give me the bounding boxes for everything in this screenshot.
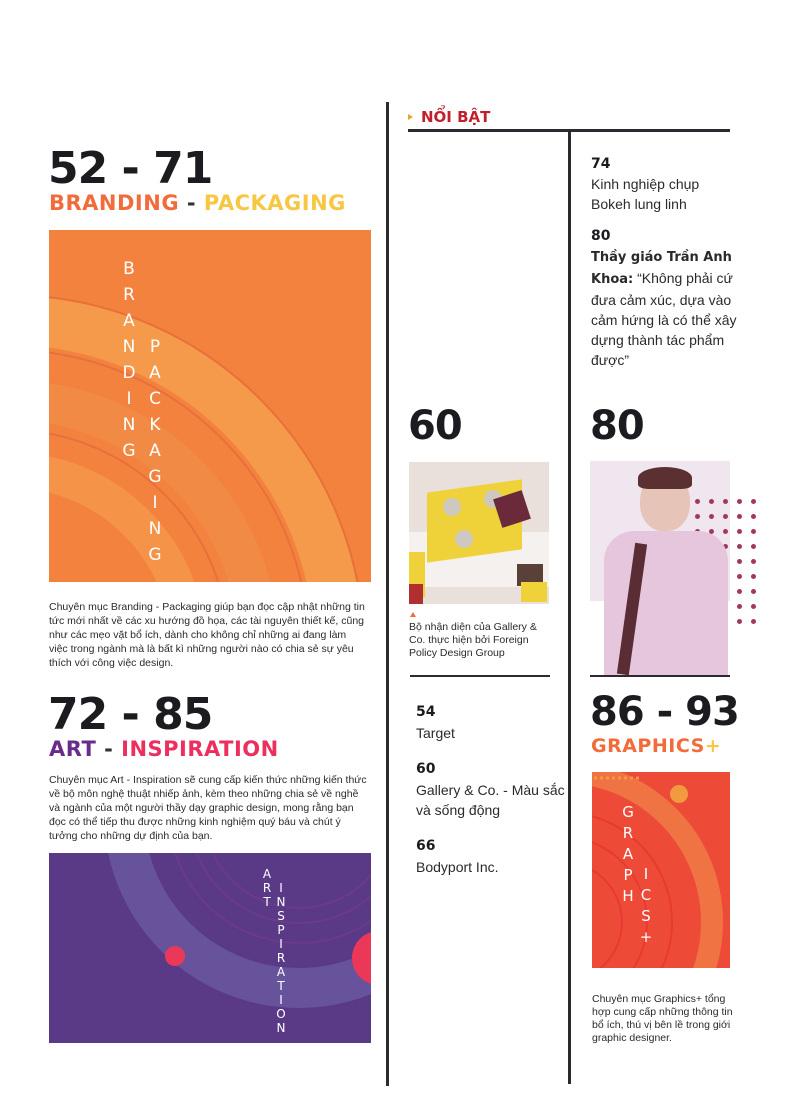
toc-item-bold-prefix: Thầy giáo Trần Anh Khoa: — [591, 250, 732, 287]
cover-letter: G — [148, 545, 162, 565]
dot — [737, 619, 742, 624]
feature-60-image — [409, 462, 549, 604]
art-pages: 72 - 85 — [48, 689, 213, 740]
cover-letter: R — [123, 285, 135, 305]
cover-letter: N — [276, 1021, 286, 1035]
toc-item-title: Gallery & Co. - Màu sắc và sống động — [416, 782, 565, 818]
dot — [751, 574, 756, 579]
toc-item[interactable] — [416, 838, 566, 877]
cover-letter: S — [641, 907, 651, 925]
cover-letter: G — [148, 467, 162, 487]
cover-letter: N — [276, 895, 286, 909]
cover-letter: B — [123, 259, 135, 279]
cover-letter: N — [148, 519, 162, 539]
feature-60-page: 60 — [408, 403, 462, 449]
graphics-title — [591, 735, 721, 757]
toc-item[interactable] — [591, 228, 741, 370]
cover-letter: P — [149, 337, 161, 357]
dot — [751, 619, 756, 624]
dot — [751, 499, 756, 504]
divider-mid-right — [590, 675, 730, 677]
cover-letter: I — [279, 993, 283, 1007]
toc-item-page: 54 — [416, 704, 436, 720]
cover-letter: I — [643, 865, 649, 883]
cover-letter: D — [122, 363, 136, 383]
feature-80-portrait — [590, 461, 730, 675]
toc-item-title: Target — [416, 725, 455, 741]
arc-decoration-icon — [49, 853, 371, 1043]
cover-letter: I — [152, 493, 158, 513]
toc-item[interactable] — [591, 156, 741, 214]
triangle-up-icon — [410, 612, 416, 617]
cover-letter: O — [276, 1007, 286, 1021]
toc-item-page: 60 — [416, 761, 436, 777]
cover-letter: P — [277, 923, 285, 937]
cover-text-packaging — [145, 334, 165, 568]
dot — [751, 589, 756, 594]
branding-title — [49, 191, 346, 215]
toc-right — [591, 156, 741, 370]
cover-letter: G — [122, 441, 136, 461]
cover-letter: R — [262, 881, 272, 895]
toc-item-title: Kinh nghiệp chụp Bokeh lung linh — [591, 176, 700, 212]
feature-80-page: 80 — [590, 403, 644, 449]
cover-letter: I — [126, 389, 132, 409]
cover-letter: K — [149, 415, 161, 435]
cover-letter: N — [122, 415, 136, 435]
feature-60-caption: Bộ nhận diện của Gallery & Co. thực hiện bởi Foreign Policy Design Group — [409, 621, 537, 659]
arc-decoration-icon — [592, 772, 730, 968]
cover-letter: T — [263, 895, 271, 909]
divider-mid-left — [410, 675, 550, 677]
toc-middle — [416, 704, 566, 895]
cover-text-graph — [618, 802, 638, 907]
toc-item[interactable] — [416, 704, 566, 743]
arrow-right-icon — [408, 114, 413, 120]
cover-letter: I — [279, 937, 283, 951]
cover-text-ics — [636, 864, 656, 948]
dot — [751, 529, 756, 534]
featured-label: NỔI BẬT — [421, 108, 491, 126]
cover-letter: P — [623, 866, 633, 884]
dot — [737, 499, 742, 504]
divider-vertical-right — [568, 130, 571, 1084]
cover-text-branding — [119, 256, 139, 464]
featured-header — [408, 108, 490, 126]
branding-pages: 52 - 71 — [48, 143, 213, 194]
art-title-part1: ART — [49, 737, 97, 761]
toc-item-title: Bodyport Inc. — [416, 859, 499, 875]
cover-letter: A — [262, 867, 272, 881]
cover-letter: A — [123, 311, 135, 331]
dot — [709, 499, 714, 504]
graphics-pages: 86 - 93 — [590, 689, 739, 735]
dot — [709, 514, 714, 519]
cover-letter: A — [622, 845, 634, 863]
dot — [751, 544, 756, 549]
toc-item[interactable] — [416, 761, 566, 820]
art-title — [49, 737, 279, 761]
art-title-part2: INSPIRATION — [121, 737, 279, 761]
dot — [695, 514, 700, 519]
title-separator: - — [96, 737, 122, 761]
dot — [737, 574, 742, 579]
dot — [737, 589, 742, 594]
cover-letter: R — [276, 951, 286, 965]
toc-item-page: 80 — [591, 228, 611, 244]
cover-text-inspiration — [271, 881, 291, 1035]
graphics-cover-image — [592, 772, 730, 968]
dot — [751, 559, 756, 564]
dot — [737, 604, 742, 609]
cover-letter: S — [277, 909, 285, 923]
dot — [723, 499, 728, 504]
dot — [723, 514, 728, 519]
dot — [751, 604, 756, 609]
toc-item-quote: “Không phải cứ đưa cảm xúc, dựa vào cảm hứng là có thể xây dựng thành tác phẩm được” — [591, 270, 737, 368]
toc-item-page: 74 — [591, 156, 611, 172]
branding-cover-image — [49, 230, 371, 582]
graphics-description: Chuyên mục Graphics+ tổng hợp cung cấp những thông tin bổ ích, thú vị bên lề trong giới graphic designer. — [592, 993, 733, 1044]
cover-letter: I — [279, 881, 283, 895]
dot — [695, 499, 700, 504]
cover-letter: C — [640, 886, 652, 904]
dot — [737, 514, 742, 519]
cover-letter: A — [149, 441, 161, 461]
graphics-title-text: GRAPHICS — [591, 735, 705, 757]
cover-letter: H — [622, 887, 634, 905]
branding-title-part2: PACKAGING — [203, 191, 346, 215]
dot — [737, 544, 742, 549]
art-cover-image — [49, 853, 371, 1043]
dot — [737, 559, 742, 564]
cover-letter: C — [149, 389, 161, 409]
art-description: Chuyên mục Art - Inspiration sẽ cung cấp kiến thức những kiến thức về bộ môn nghệ thuật nhiếp ảnh, kèm theo những chia sẻ về nghề và ngành của một người thầy dạy graphic design, mong rằng bạn đọc có thể tiếp thu được những kinh nghiệm quý báu và chút ý tưởng cho những dự định của bạn. — [49, 774, 367, 842]
dot — [723, 529, 728, 534]
cover-letter: R — [622, 824, 634, 842]
toc-item-title — [591, 246, 741, 370]
cover-letter: + — [639, 928, 653, 946]
branding-description: Chuyên mục Branding - Packaging giúp bạn đọc cập nhật những tin tức mới nhất về các xu hướng đồ họa, các tài nguyên thiết kế, cũng như các mẹo vặt bổ ích, dành cho không chỉ những ai đang làm việc trong ngành mà là bất kì những người nào có chia sẻ sự yêu thích với công việc design. — [49, 601, 365, 669]
branding-title-part1: BRANDING — [49, 191, 180, 215]
cover-letter: A — [276, 965, 286, 979]
cover-letter: G — [622, 803, 634, 821]
arc-decoration-icon — [49, 230, 371, 582]
divider-vertical-left — [386, 102, 389, 1086]
cover-letter: N — [122, 337, 136, 357]
cover-letter: T — [277, 979, 285, 993]
dot — [737, 529, 742, 534]
toc-item-page: 66 — [416, 838, 436, 854]
title-separator: - — [179, 191, 204, 215]
plus-icon: + — [704, 735, 722, 757]
dot — [751, 514, 756, 519]
cover-letter: A — [149, 363, 161, 383]
